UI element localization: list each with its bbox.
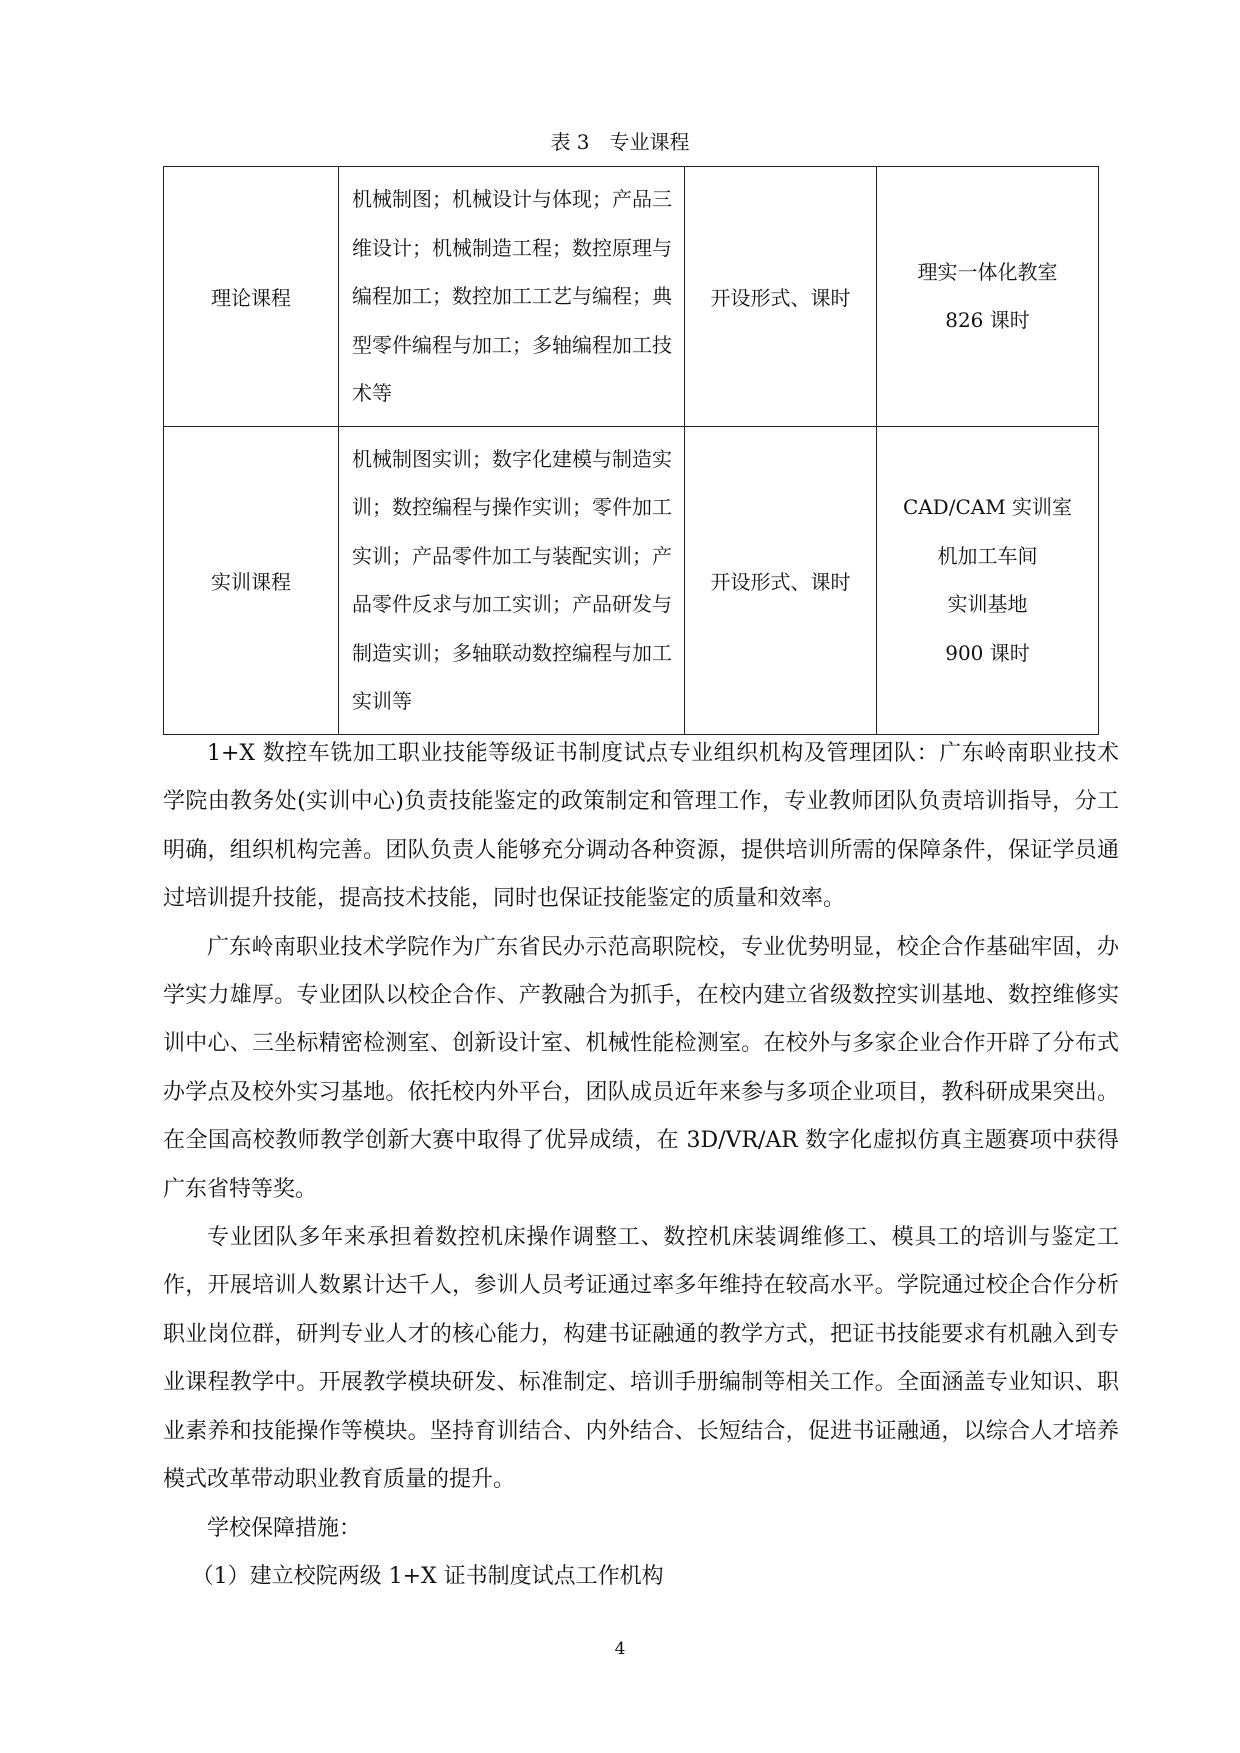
- list-item: （1）建立校院两级 1+X 证书制度试点工作机构: [191, 1563, 664, 1589]
- body-text: [163, 730, 1119, 1601]
- venue-line: 实训基地: [947, 592, 1028, 616]
- venue-line: 机加工车间: [937, 543, 1038, 568]
- venue-line: 826 课时: [945, 308, 1030, 333]
- paragraph-college-strength: 广东岭南职业技术学院作为广东省民办示范高职院校，专业优势明显，校企合作基础牢固，办学实力雄厚。专业团队以校企合作、产教融合为抓手，在校内建立省级数控实训基地、数控维修实训中心、三坐标精密检测室、创新设计室、机械性能检测室。在校外与多家企业合作开辟了分布式办学点及校外实习基地。依托校内外平台，团队成员近年来参与多项企业项目，教科研成果突出。在全国高校教师教学创新大赛中取得了优异成绩，在 3D/VR/AR 数字化虚拟仿真主题赛项中获得广东省特等奖。: [163, 934, 1119, 1202]
- table-row-practice: [164, 426, 1099, 734]
- paragraph-team-training: 专业团队多年来承担着数控机床操作调整工、数控机床装调维修工、模具工的培训与鉴定工作，开展培训人数累计达千人，参训人员考证通过率多年维持在较高水平。学院通过校企合作分析职业岗位群，研判专业人才的核心能力，构建书证融通的教学方式，把证书技能要求有机融入到专业课程教学中。开展教学模块研发、标准制定、培训手册编制等相关工作。全面涵盖专业知识、职业素养和技能操作等模块。坚持育训结合、内外结合、长短结合，促进书证融通，以综合人才培养模式改革带动职业教育质量的提升。: [163, 1225, 1119, 1493]
- table-caption: [0, 128, 1240, 156]
- table-caption-title: 专业课程: [609, 130, 690, 154]
- course-venue-cell: [877, 426, 1099, 734]
- table-row-theory: [164, 167, 1099, 427]
- course-form-cell: 开设形式、课时: [685, 426, 877, 734]
- venue-line: 理实一体化教室: [917, 259, 1058, 284]
- paragraph-measures-heading: 学校保障措施：: [207, 1515, 362, 1541]
- course-list-cell: 机械制图；机械设计与体现；产品三维设计；机械制造工程；数控原理与编程加工；数控加工工艺与编程；典型零件编程与加工；多轴编程加工技术等: [339, 167, 685, 427]
- course-type-cell: 实训课程: [164, 426, 339, 734]
- venue-line: CAD/CAM 实训室: [902, 495, 1073, 519]
- course-table: [163, 166, 1099, 735]
- venue-line: 900 课时: [945, 640, 1030, 665]
- course-venue-cell: [877, 167, 1099, 427]
- paragraph-organization: 1+X 数控车铣加工职业技能等级证书制度试点专业组织机构及管理团队：广东岭南职业技术学院由教务处(实训中心)负责技能鉴定的政策制定和管理工作，专业教师团队负责培训指导，分工明确，组织机构完善。团队负责人能够充分调动各种资源，提供培训所需的保障条件，保证学员通过培训提升技能，提高技术技能，同时也保证技能鉴定的质量和效率。: [163, 741, 1119, 912]
- table-caption-number: 表 3: [550, 130, 590, 154]
- course-form-cell: 开设形式、课时: [685, 167, 877, 427]
- page-number: 4: [614, 1639, 626, 1659]
- course-list-cell: 机械制图实训；数字化建模与制造实训；数控编程与操作实训；零件加工实训；产品零件加工与装配实训；产品零件反求与加工实训；产品研发与制造实训；多轴联动数控编程与加工实训等: [339, 426, 685, 734]
- course-type-cell: 理论课程: [164, 167, 339, 427]
